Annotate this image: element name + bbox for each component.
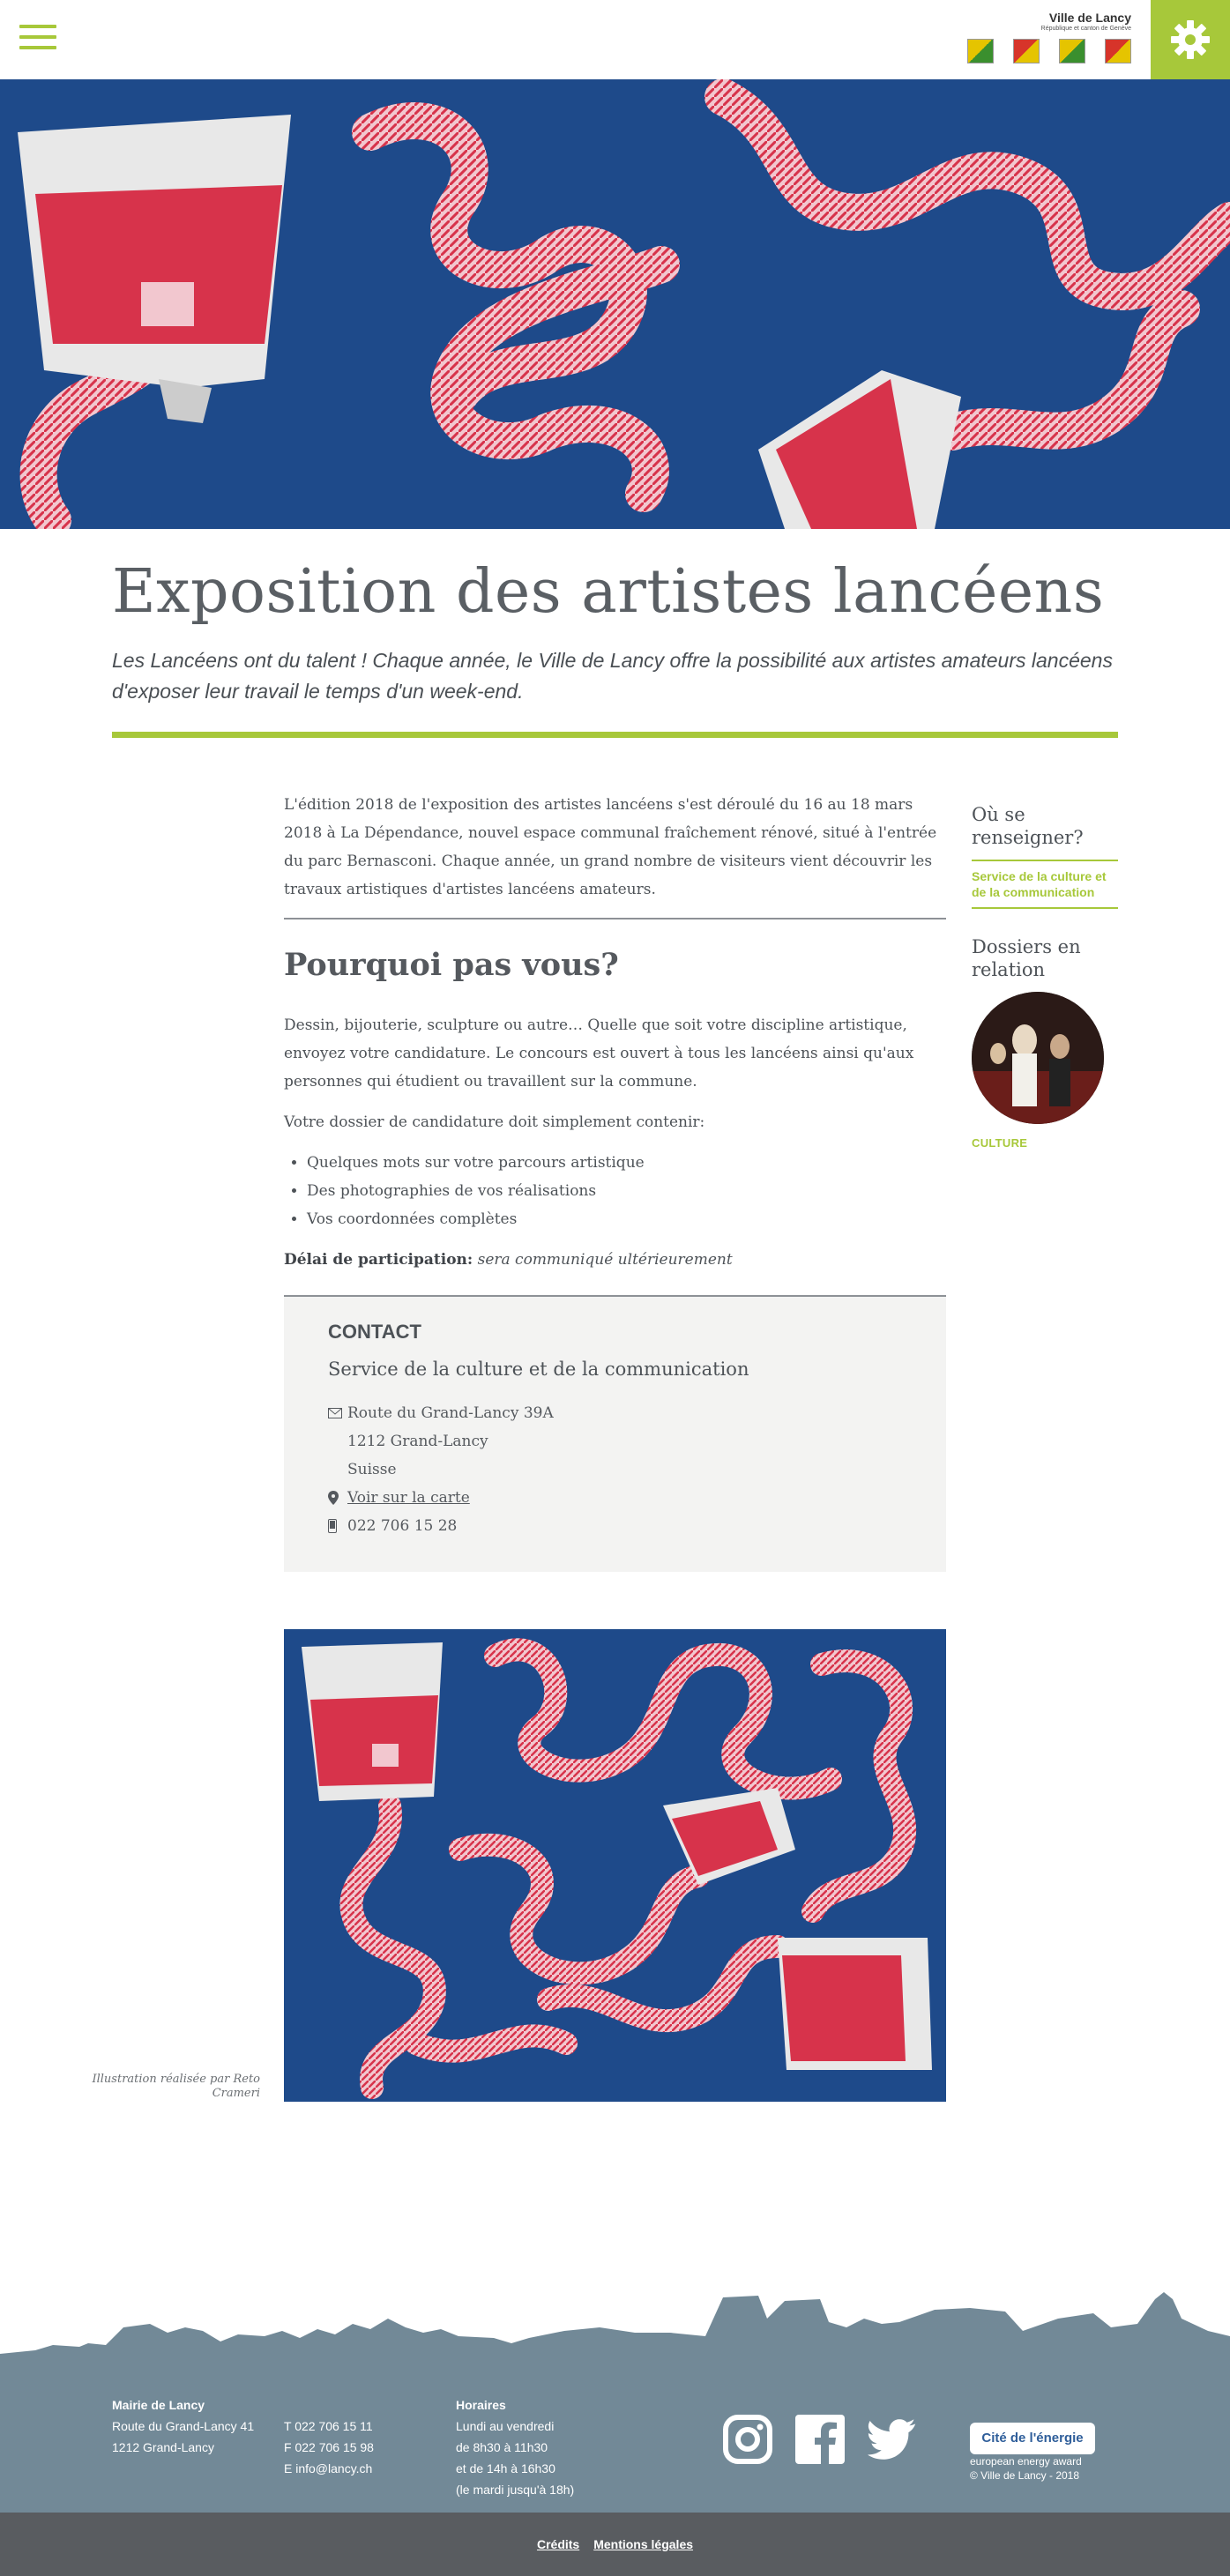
flag-icon [1059, 39, 1085, 63]
footer-bottom-bar [0, 2513, 1230, 2576]
map-link[interactable]: Voir sur la carte [347, 1489, 470, 1507]
page-title: Exposition des artistes lancéens [112, 557, 1105, 627]
site-logo[interactable] [955, 11, 1131, 67]
phone-icon [328, 1519, 347, 1533]
footer-hours-1: Lundi au vendredi [456, 2419, 555, 2433]
sidebar-info-link[interactable]: Service de la culture et de la communication [972, 869, 1107, 899]
address-line-2: 1212 Grand-Lancy [347, 1433, 488, 1450]
logo-title: Ville de Lancy [1048, 11, 1131, 25]
city-skyline [0, 2292, 1230, 2376]
energy-badge: Cité de l'énergie [970, 2423, 1095, 2454]
footer-address [112, 2394, 254, 2458]
credits-link[interactable]: Crédits [536, 2537, 580, 2551]
related-tag-culture[interactable]: CULTURE [972, 1136, 1028, 1150]
footer-hours-4: (le mardi jusqu'à 18h) [456, 2483, 575, 2497]
divider [284, 918, 946, 919]
legal-link[interactable]: Mentions légales [593, 2537, 694, 2551]
list-item: • Vos coordonnées complètes [307, 1205, 946, 1233]
sidebar-info-heading: Où se renseigner? [972, 804, 1084, 848]
envelope-icon [328, 1408, 347, 1418]
facebook-icon[interactable] [795, 2415, 845, 2464]
list-item: • Quelques mots sur votre parcours artistique [307, 1149, 946, 1177]
footer-fax: F 022 706 15 98 [284, 2440, 374, 2454]
title-divider [112, 732, 1118, 738]
footer [0, 2375, 1230, 2513]
phone-number[interactable]: 022 706 15 28 [347, 1517, 458, 1535]
gear-icon[interactable] [1151, 0, 1230, 79]
flag-icon [1013, 39, 1040, 63]
instagram-icon[interactable] [723, 2415, 772, 2464]
flag-icon [967, 39, 994, 63]
article-body [284, 791, 946, 1572]
footer-contact [284, 2416, 374, 2479]
sidebar [972, 803, 1118, 1150]
requirements-list [307, 1149, 946, 1233]
paragraph: Votre dossier de candidature doit simplement contenir: [284, 1113, 705, 1131]
footer-hours-title: Horaires [456, 2398, 506, 2412]
top-bar [0, 0, 1230, 79]
footer-hours [456, 2394, 574, 2500]
hamburger-icon[interactable] [19, 25, 56, 51]
deadline-label: Délai de participation: [284, 1251, 473, 1269]
coat-of-arms [967, 39, 1131, 63]
contact-address [328, 1399, 946, 1427]
footer-copyright: © Ville de Lancy - 2018 [970, 2469, 1080, 2482]
list-item: • Des photographies de vos réalisations [307, 1177, 946, 1205]
footer-tel[interactable]: T 022 706 15 11 [284, 2419, 373, 2433]
sidebar-related-heading: Dossiers en relation [972, 936, 1081, 980]
contact-heading: CONTACT [328, 1321, 421, 1343]
intro-paragraph: L'édition 2018 de l'exposition des artistes lancéens s'est déroulé du 16 au 18 mars 2018 à La Dépendance, nouvel espace communal fraîchement rénové, situé à l'entrée du parc Bernasconi. Chaque année, un grand nombre de visiteurs vient découvrir les travaux artistiques d'artistes lancéens amateurs. [284, 796, 937, 898]
footer-address-2: 1212 Grand-Lancy [112, 2440, 214, 2454]
section-title: Pourquoi pas vous? [284, 947, 619, 983]
illustration-caption: Illustration réalisée par Reto Crameri [92, 2073, 260, 2100]
social-links [723, 2415, 917, 2464]
illustration-image [284, 1629, 946, 2102]
footer-hours-3: et de 14h à 16h30 [456, 2461, 555, 2475]
footer-mairie-title: Mairie de Lancy [112, 2398, 205, 2412]
deadline [284, 1246, 946, 1274]
hero-banner-image [0, 79, 1230, 529]
contact-box [284, 1295, 946, 1572]
divider [972, 907, 1118, 909]
related-dossier-image[interactable] [972, 992, 1104, 1124]
twitter-icon[interactable] [868, 2415, 917, 2464]
paragraph: Dessin, bijouterie, sculpture ou autre… Quelle que soit votre discipline artistique, envoyez votre candidature. Le concours est ouvert à tous les lancéens ainsi qu'aux personnes qui étudient ou travaillent sur la commune. [284, 1016, 914, 1091]
footer-email[interactable]: E info@lancy.ch [284, 2461, 373, 2475]
address-line-3: Suisse [347, 1461, 397, 1478]
flag-icon [1105, 39, 1131, 63]
address-line-1: Route du Grand-Lancy 39A [347, 1404, 554, 1422]
energy-award[interactable] [970, 2408, 1111, 2483]
energy-award-label: european energy award [970, 2455, 1082, 2468]
contact-service: Service de la culture et de la communication [328, 1359, 749, 1380]
logo-subtitle: République et canton de Genève [1040, 26, 1131, 32]
deadline-value: sera communiqué ultérieurement [477, 1251, 733, 1269]
page-lead: Les Lancéens ont du talent ! Chaque année, le Ville de Lancy offre la possibilité aux artistes amateurs lancéens d'exposer leur travail le temps d'un week-end. [112, 649, 1113, 703]
map-pin-icon [328, 1491, 347, 1505]
footer-address-1: Route du Grand-Lancy 41 [112, 2419, 255, 2433]
footer-hours-2: de 8h30 à 11h30 [456, 2440, 548, 2454]
